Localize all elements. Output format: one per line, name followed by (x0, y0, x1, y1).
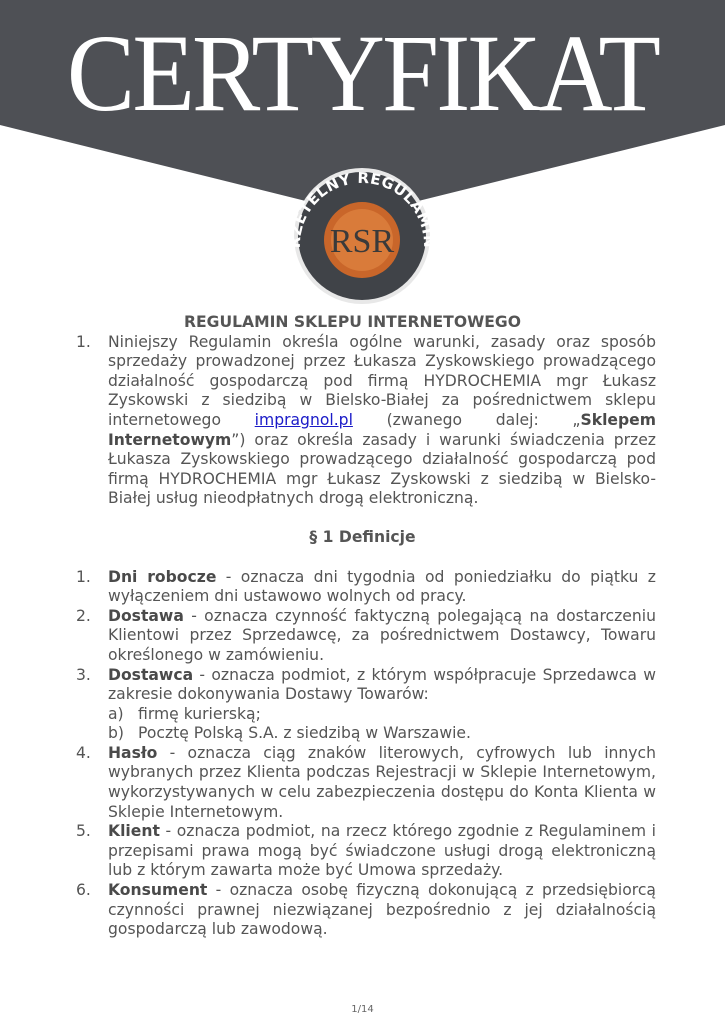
certificate-banner (0, 0, 725, 310)
sub-list-item (108, 724, 656, 744)
intro-text-part3: ”) oraz określa zasady i warunki świadczenia przez Łukasza Zyskowskiego prowadzącego działalność gospodarczą pod firmą HYDROCHEMIA mgr Łukasz Zyskowski z siedzibą w Bielsko-Białej usług nieodpłatnych drogą elektroniczną. (108, 430, 656, 508)
item-number: 1. (76, 567, 91, 586)
certificate-title: CERTYFIKAT (66, 12, 659, 134)
item-text (108, 822, 656, 881)
list-item (0, 607, 725, 666)
list-item (0, 666, 725, 744)
item-definition: - oznacza czynność faktyczną polegającą na dostarczeniu Klientowi przez Sprzedawcę, za pośrednictwem Dostawcy, Towaru określonego w zamówieniu. (108, 606, 656, 664)
document-title: REGULAMIN SKLEPU INTERNETOWEGO (183, 313, 521, 331)
list-item (0, 881, 725, 940)
item-text (108, 568, 656, 607)
list-item (0, 568, 725, 607)
sub-list-item (108, 705, 656, 725)
badge-logo-text: RSR (329, 223, 395, 260)
section-heading: § 1 Definicje (309, 527, 416, 546)
list-item (0, 822, 725, 881)
badge-arc-text: RZETELNY REGULAMIN (285, 168, 439, 249)
item-number: 3. (76, 665, 91, 684)
item-definition: - oznacza ciąg znaków literowych, cyfrowych lub innych wybranych przez Klienta podczas Rejestracji w Sklepie Internetowym, wykorzystywanych w celu zabezpieczenia dostępu do Konta Klienta w Sklepie Internetowym. (108, 743, 656, 821)
item-definition: - oznacza podmiot, z którym współpracuje Sprzedawca w zakresie dokonywania Dostawy Towarów: (108, 665, 656, 704)
item-term: Klient (108, 822, 160, 841)
item-text (108, 666, 656, 744)
item-definition: - oznacza dni tygodnia od poniedziałku do piątku z wyłączeniem dni ustawowo wolnych od pracy. (108, 567, 656, 606)
intro-paragraph (0, 333, 725, 509)
item-term: Dostawca (108, 665, 194, 684)
intro-number: 1. (76, 332, 91, 351)
item-definition: - oznacza podmiot, na rzecz którego zgodnie z Regulaminem i przepisami prawa mogą być świadczone usługi drogą elektroniczną lub z którym zawarta może być Umowa sprzedaży. (108, 822, 656, 880)
shop-link[interactable]: impragnol.pl (254, 410, 353, 429)
intro-text-part2: (zwanego dalej: „ (352, 410, 581, 429)
item-text (108, 744, 656, 822)
sub-item-text: firmę kurierską; (138, 704, 261, 723)
intro-text-part1: Niniejszy Regulamin określa ogólne warunki, zasady oraz sposób sprzedaży prowadzonej przez Łukasza Zyskowskiego prowadzącego działalność gospodarczą pod firmą HYDROCHEMIA mgr Łukasz Zyskowski z siedzibą w Bielsko-Białej za pośrednictwem sklepu internetowego (108, 332, 656, 429)
item-term: Hasło (108, 743, 158, 762)
item-text (108, 607, 656, 666)
item-text (108, 881, 656, 940)
sub-item-text: Pocztę Polską S.A. z siedzibą w Warszawie. (138, 724, 471, 743)
item-term: Dostawa (108, 606, 184, 625)
intro-bold-term: Sklepem Internetowym (108, 410, 656, 449)
list-item (0, 744, 725, 822)
sub-item-letter: b) (108, 724, 124, 743)
item-number: 2. (76, 606, 91, 625)
item-number: 4. (76, 743, 91, 762)
item-term: Konsument (108, 881, 208, 900)
item-term: Dni robocze (108, 567, 217, 586)
item-definition: - oznacza osobę fizyczną dokonującą z przedsiębiorcą czynności prawnej niezwiązanej bezpośrednio z jej działalnością gospodarczą lub zawodową. (108, 881, 656, 939)
item-number: 5. (76, 822, 91, 841)
sub-item-letter: a) (108, 704, 124, 723)
definitions-list (0, 568, 725, 940)
intro-text (108, 333, 656, 509)
document-body (0, 313, 725, 940)
item-number: 6. (76, 881, 91, 900)
page-number: 1/14 (351, 1004, 374, 1015)
